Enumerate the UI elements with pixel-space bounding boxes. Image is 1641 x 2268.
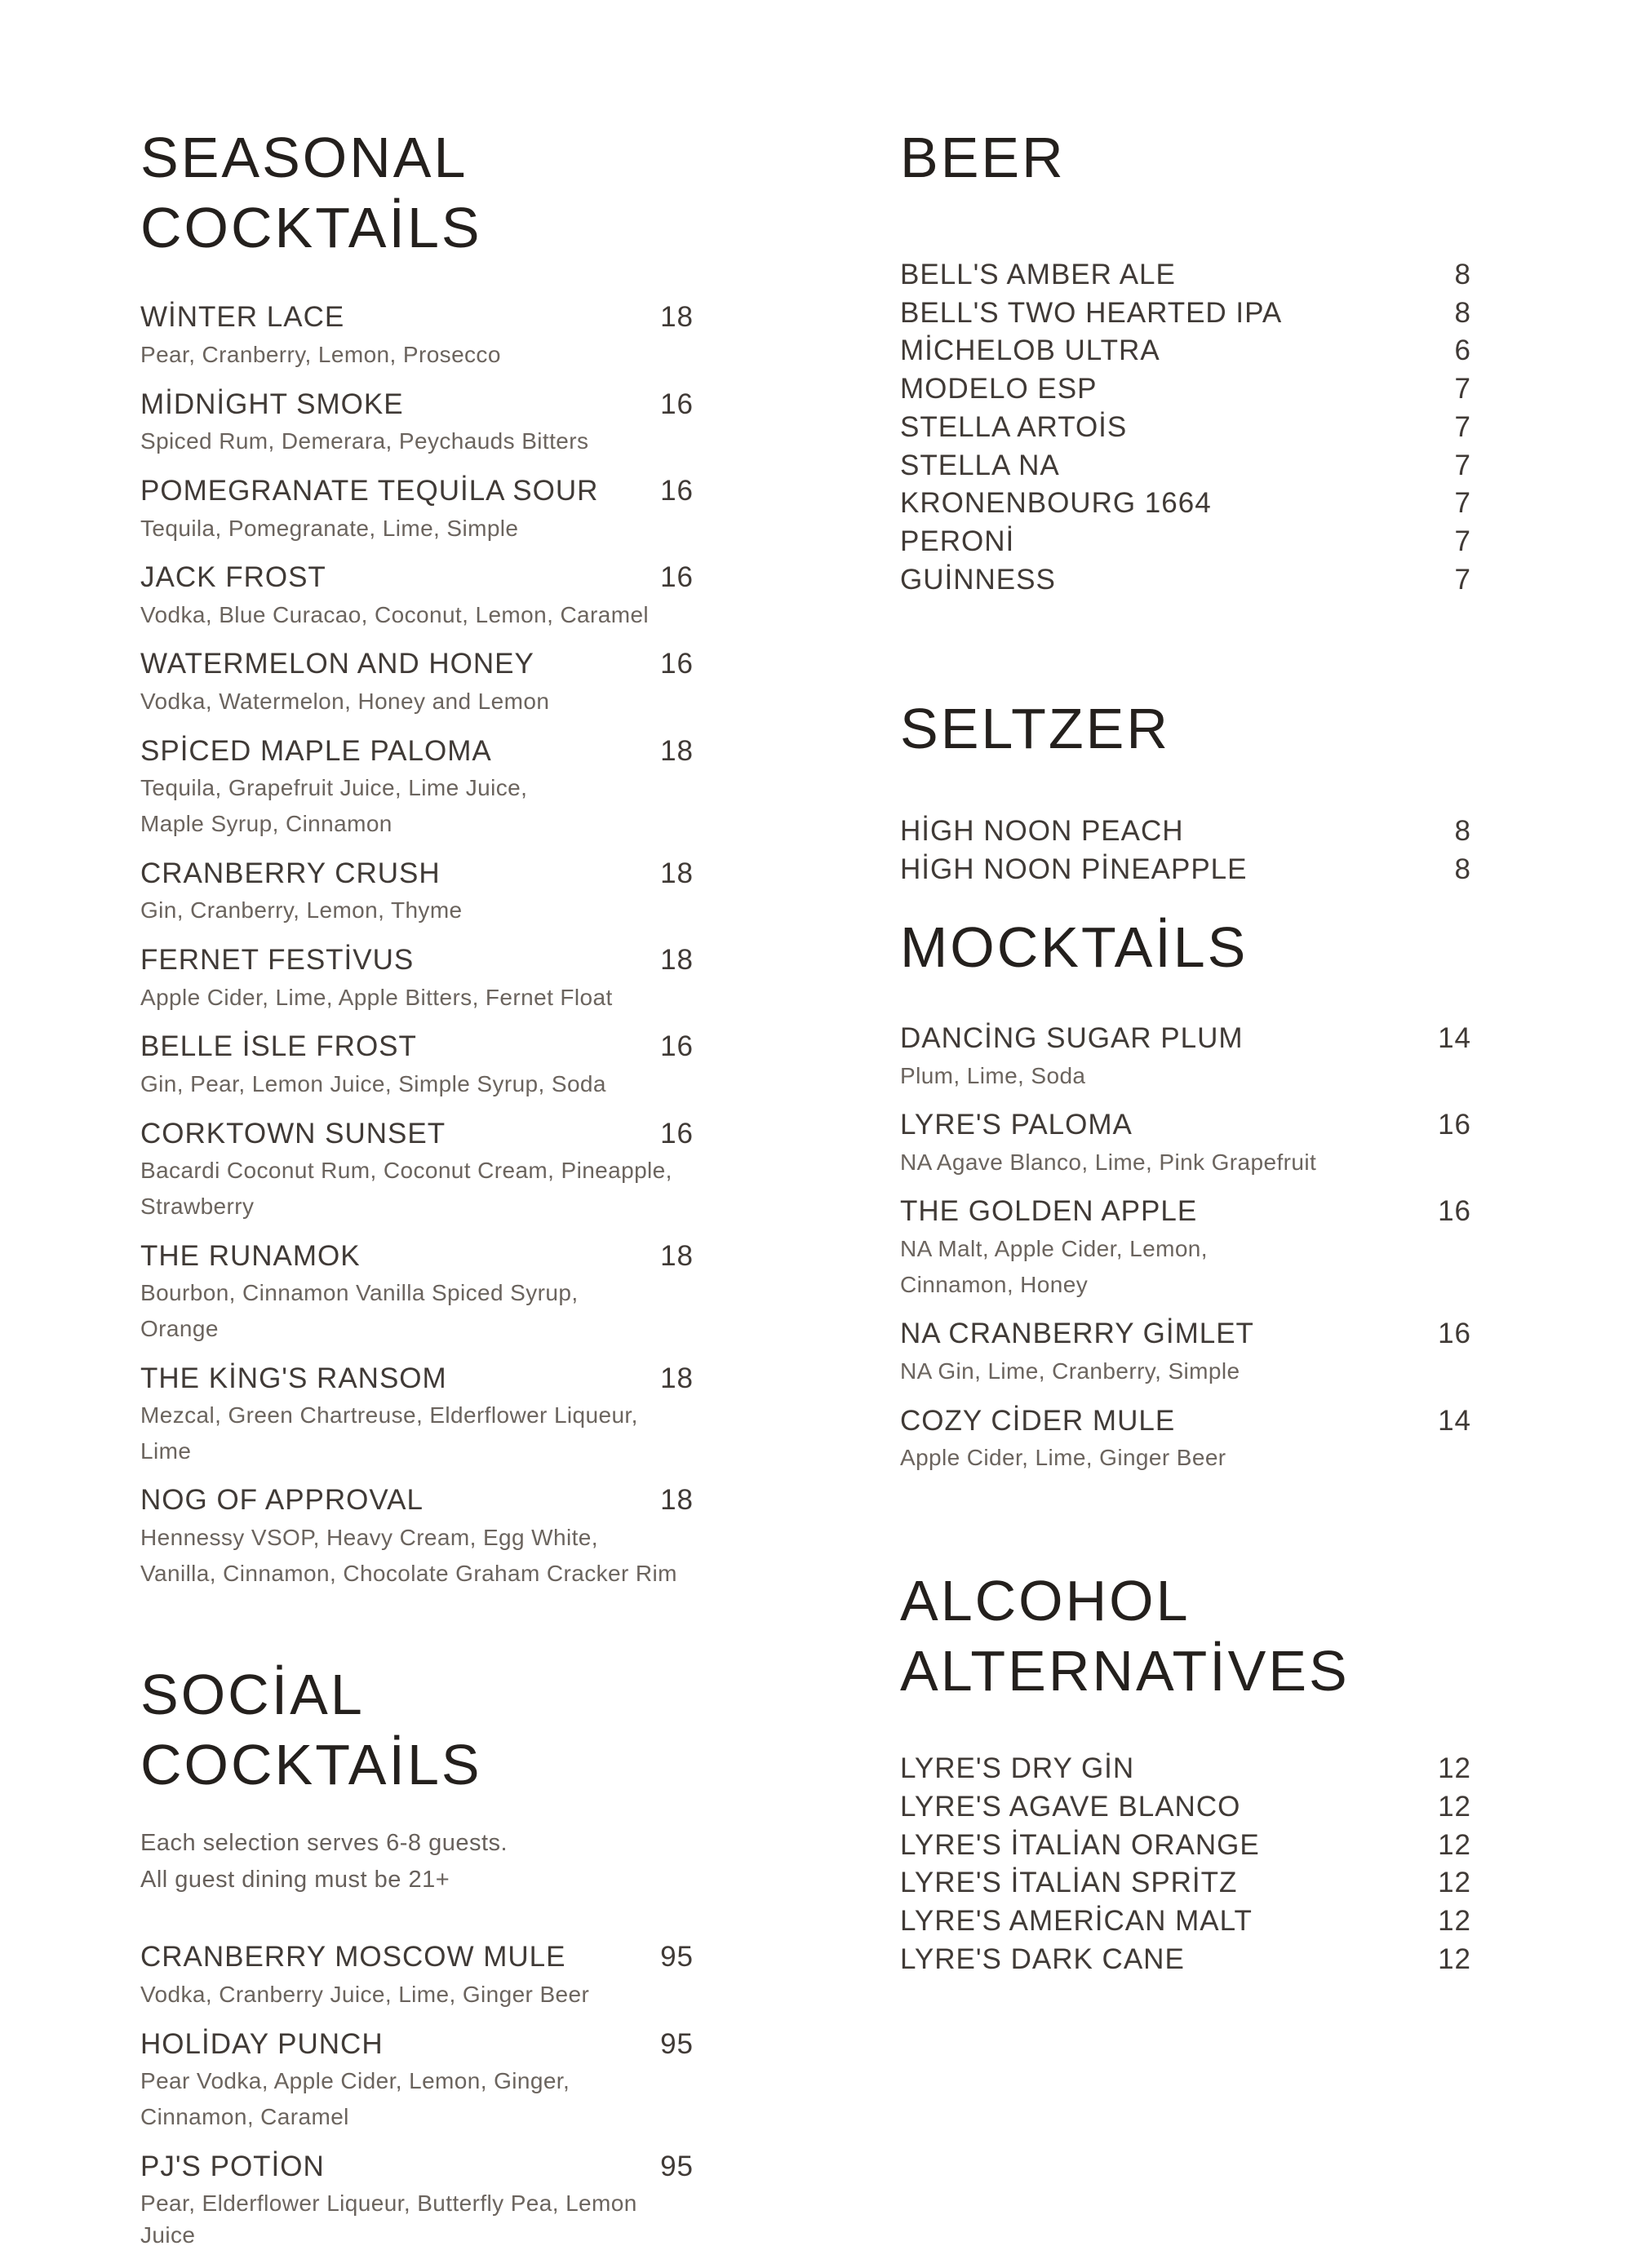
item-price: 8	[1454, 296, 1471, 329]
item-name: WİNTER LACE	[140, 301, 345, 334]
menu-item-head	[900, 410, 1471, 445]
item-name: DANCİNG SUGAR PLUM	[900, 1021, 1244, 1054]
item-price: 95	[660, 1941, 694, 1973]
item-description-line: Pear Vodka, Apple Cider, Lemon, Ginger,	[140, 2068, 570, 2094]
item-name: COZY CİDER MULE	[900, 1404, 1176, 1437]
item-price: 18	[660, 857, 694, 889]
item-description-line: Vodka, Cranberry Juice, Lime, Ginger Beer	[140, 1982, 590, 2008]
item-description-line: Gin, Cranberry, Lemon, Thyme	[140, 897, 463, 924]
section-title-line: MOCKTAİLS	[900, 915, 1248, 979]
item-price: 18	[660, 301, 694, 334]
item-description-line: Lime	[140, 1437, 192, 1464]
item-name: PJ'S POTİON	[140, 2150, 325, 2182]
item-price: 14	[1438, 1404, 1471, 1437]
section-note-line: All guest dining must be 21+	[140, 1866, 450, 1893]
section-title-line: COCKTAİLS	[140, 1733, 482, 1797]
section-title-line: ALTERNATİVES	[900, 1639, 1350, 1703]
item-price: 18	[660, 1484, 694, 1517]
item-name: CORKTOWN SUNSET	[140, 1117, 446, 1150]
menu-item-head	[900, 1828, 1471, 1863]
item-name: BELL'S AMBER ALE	[900, 259, 1176, 291]
item-description-line: NA Malt, Apple Cider, Lemon,	[900, 1236, 1208, 1262]
section-title-line: SELTZER	[900, 697, 1170, 761]
menu-item-head	[140, 943, 694, 978]
item-price: 7	[1454, 449, 1471, 481]
menu-item	[900, 449, 1471, 484]
section-title-line: COCKTAİLS	[140, 196, 482, 260]
menu-item-head	[900, 334, 1471, 369]
section-title-seasonal-cocktails	[140, 122, 694, 263]
item-description-line: Apple Cider, Lime, Ginger Beer	[900, 1445, 1226, 1471]
item-name: SPİCED MAPLE PALOMA	[140, 734, 492, 767]
item-price: 16	[660, 1030, 694, 1063]
item-description-line: Apple Cider, Lime, Apple Bitters, Fernet Float	[140, 984, 613, 1010]
item-description-line: Maple Syrup, Cinnamon	[140, 811, 393, 837]
item-name: WATERMELON AND HONEY	[140, 648, 534, 680]
item-name: BELLE İSLE FROST	[140, 1030, 417, 1063]
menu-item	[900, 563, 1471, 598]
menu-item-head	[900, 1752, 1471, 1787]
menu-item	[900, 853, 1471, 888]
item-description-line: Pear, Cranberry, Lemon, Prosecco	[140, 341, 501, 367]
menu-right-column	[900, 122, 1471, 1980]
section-notes	[140, 1825, 694, 1898]
item-description-line: Hennessy VSOP, Heavy Cream, Egg White,	[140, 1525, 598, 1551]
section-note-line: Each selection serves 6-8 guests.	[140, 1829, 508, 1856]
menu-item	[900, 410, 1471, 445]
menu-left-column	[140, 122, 694, 2268]
section-title-line: SOCİAL	[140, 1663, 365, 1727]
menu-item	[140, 1362, 694, 1468]
menu-item-head	[140, 857, 694, 892]
item-description-line: Strawberry	[140, 1193, 255, 1219]
menu-item-head	[900, 1866, 1471, 1901]
menu-item	[140, 474, 694, 544]
menu-item-head	[140, 2150, 694, 2185]
item-price: 8	[1454, 815, 1471, 848]
item-description-line: Spiced Rum, Demerara, Peychauds Bitters	[140, 428, 589, 454]
menu-item-head	[900, 486, 1471, 521]
menu-item	[900, 258, 1471, 293]
item-name: LYRE'S DARK CANE	[900, 1942, 1185, 1975]
menu-item	[900, 334, 1471, 369]
item-name: LYRE'S İTALİAN SPRİTZ	[900, 1867, 1238, 1899]
menu-item	[900, 1904, 1471, 1939]
menu-item-head	[900, 1904, 1471, 1939]
menu-item-head	[900, 1021, 1471, 1056]
item-name: PERONİ	[900, 525, 1015, 557]
menu-item-head	[140, 734, 694, 769]
item-price: 7	[1454, 373, 1471, 405]
menu-item-head	[900, 853, 1471, 888]
menu-item-head	[140, 300, 694, 335]
seasonal-cocktails-items	[140, 300, 694, 1589]
item-price: 12	[1438, 1904, 1471, 1937]
item-price: 16	[1438, 1318, 1471, 1350]
item-price: 18	[660, 734, 694, 767]
item-name: STELLA NA	[900, 449, 1060, 481]
beer-items	[900, 258, 1471, 597]
menu-item	[900, 525, 1471, 560]
social-cocktails-items	[140, 1940, 694, 2251]
item-name: CRANBERRY CRUSH	[140, 857, 441, 889]
menu-item	[900, 1108, 1471, 1178]
section-title-alcohol-alternatives	[900, 1566, 1471, 1706]
menu-item	[140, 1483, 694, 1589]
menu-item-head	[900, 1194, 1471, 1229]
menu-item-head	[900, 296, 1471, 331]
menu-item	[140, 2027, 694, 2133]
item-name: BELL'S TWO HEARTED IPA	[900, 296, 1283, 329]
item-description-line: Vodka, Blue Curacao, Coconut, Lemon, Caramel	[140, 601, 650, 627]
item-price: 7	[1454, 410, 1471, 443]
menu-item	[140, 734, 694, 840]
item-name: MİDNİGHT SMOKE	[140, 388, 404, 420]
menu-item	[140, 647, 694, 717]
menu-item	[900, 1752, 1471, 1787]
menu-item	[140, 300, 694, 370]
menu-item	[900, 1866, 1471, 1901]
item-price: 7	[1454, 487, 1471, 520]
menu-item	[140, 1239, 694, 1345]
menu-item	[140, 857, 694, 927]
item-price: 12	[1438, 1752, 1471, 1785]
menu-item	[900, 1404, 1471, 1474]
menu-item	[140, 388, 694, 458]
menu-item	[900, 1021, 1471, 1092]
item-price: 7	[1454, 563, 1471, 596]
section-title-mocktails	[900, 912, 1471, 982]
item-name: GUİNNESS	[900, 563, 1056, 596]
menu-item-head	[900, 449, 1471, 484]
item-name: NA CRANBERRY GİMLET	[900, 1318, 1254, 1350]
item-price: 14	[1438, 1021, 1471, 1054]
item-name: JACK FROST	[140, 561, 326, 594]
item-price: 16	[1438, 1109, 1471, 1141]
item-price: 16	[660, 388, 694, 420]
menu-item-head	[140, 560, 694, 596]
menu-item-head	[140, 1117, 694, 1152]
menu-item	[900, 814, 1471, 849]
item-name: FERNET FESTİVUS	[140, 944, 415, 976]
item-price: 12	[1438, 1790, 1471, 1823]
item-name: LYRE'S DRY GİN	[900, 1752, 1135, 1785]
menu-item-head	[140, 1940, 694, 1975]
menu-item-head	[140, 474, 694, 509]
menu-item	[900, 1317, 1471, 1387]
item-name: STELLA ARTOİS	[900, 410, 1128, 443]
item-name: LYRE'S İTALİAN ORANGE	[900, 1828, 1260, 1861]
item-price: 8	[1454, 853, 1471, 886]
menu-item-head	[140, 1239, 694, 1274]
item-price: 12	[1438, 1867, 1471, 1899]
item-description-line: Vodka, Watermelon, Honey and Lemon	[140, 689, 550, 715]
menu-item-head	[900, 814, 1471, 849]
section-title-seltzer	[900, 693, 1471, 764]
menu-item-head	[900, 1404, 1471, 1439]
menu-item-head	[900, 525, 1471, 560]
menu-item-head	[900, 372, 1471, 407]
item-price: 8	[1454, 259, 1471, 291]
menu-item-head	[900, 1317, 1471, 1352]
item-name: HİGH NOON PİNEAPPLE	[900, 853, 1248, 886]
item-description-line: Tequila, Grapefruit Juice, Lime Juice,	[140, 775, 528, 801]
section-social-cocktails	[140, 1659, 694, 2251]
section-mocktails	[900, 912, 1471, 1474]
item-name: HİGH NOON PEACH	[900, 815, 1184, 848]
item-name: LYRE'S AMERİCAN MALT	[900, 1904, 1253, 1937]
item-description-line: Vanilla, Cinnamon, Chocolate Graham Cracker Rim	[140, 1560, 677, 1586]
item-name: NOG OF APPROVAL	[140, 1484, 424, 1517]
item-price: 16	[660, 561, 694, 594]
section-title-social-cocktails	[140, 1659, 694, 1800]
item-price: 12	[1438, 1942, 1471, 1975]
menu-item	[900, 296, 1471, 331]
menu-item	[140, 943, 694, 1013]
item-name: THE GOLDEN APPLE	[900, 1195, 1198, 1228]
menu-item	[900, 1828, 1471, 1863]
menu-item-head	[140, 647, 694, 682]
item-name: THE RUNAMOK	[140, 1239, 361, 1272]
item-description-line: Cinnamon, Caramel	[140, 2104, 349, 2130]
alcohol-alternatives-items	[900, 1752, 1471, 1977]
menu-item	[140, 560, 694, 631]
menu-item	[900, 1942, 1471, 1978]
section-beer	[900, 122, 1471, 597]
item-price: 95	[660, 2150, 694, 2182]
item-price: 18	[660, 1239, 694, 1272]
item-description-line: Mezcal, Green Chartreuse, Elderflower Liqueur,	[140, 1402, 638, 1429]
menu-item	[140, 1117, 694, 1223]
menu-item	[900, 486, 1471, 521]
menu-item-head	[900, 1790, 1471, 1825]
item-description-line: Tequila, Pomegranate, Lime, Simple	[140, 515, 519, 541]
section-alcohol-alternatives	[900, 1566, 1471, 1977]
item-price: 18	[660, 1362, 694, 1394]
item-name: LYRE'S AGAVE BLANCO	[900, 1790, 1241, 1823]
item-name: THE KİNG'S RANSOM	[140, 1362, 447, 1394]
item-description-line: Gin, Pear, Lemon Juice, Simple Syrup, Soda	[140, 1071, 606, 1096]
item-price: 18	[660, 944, 694, 976]
item-price: 16	[1438, 1195, 1471, 1228]
item-description-line: NA Gin, Lime, Cranberry, Simple	[900, 1358, 1240, 1384]
section-title-line: BEER	[900, 126, 1066, 189]
item-price: 16	[660, 648, 694, 680]
item-name: CRANBERRY MOSCOW MULE	[140, 1941, 566, 1973]
menu-item	[140, 1940, 694, 2010]
section-title-line: SEASONAL	[140, 126, 468, 189]
item-name: LYRE'S PALOMA	[900, 1109, 1133, 1141]
menu-item	[900, 1194, 1471, 1300]
menu-item-head	[140, 1483, 694, 1518]
menu-item-head	[140, 2027, 694, 2062]
menu-item-head	[900, 563, 1471, 598]
item-name: KRONENBOURG 1664	[900, 487, 1212, 520]
item-price: 6	[1454, 334, 1471, 367]
section-seltzer	[900, 693, 1471, 887]
menu-item-head	[900, 1942, 1471, 1978]
item-name: MODELO ESP	[900, 373, 1098, 405]
item-price: 12	[1438, 1828, 1471, 1861]
section-title-beer	[900, 122, 1471, 193]
menu-item-head	[900, 258, 1471, 293]
section-seasonal-cocktails	[140, 122, 694, 1589]
item-description-line: Orange	[140, 1315, 219, 1341]
item-description-line: Bourbon, Cinnamon Vanilla Spiced Syrup,	[140, 1280, 579, 1306]
item-description-line: NA Agave Blanco, Lime, Pink Grapefruit	[900, 1149, 1317, 1175]
item-price: 16	[660, 474, 694, 507]
menu-item-head	[140, 388, 694, 423]
item-price: 16	[660, 1117, 694, 1150]
menu-item-head	[140, 1030, 694, 1065]
menu-item	[900, 1790, 1471, 1825]
item-name: POMEGRANATE TEQUİLA SOUR	[140, 474, 599, 507]
item-name: HOLİDAY PUNCH	[140, 2027, 384, 2060]
item-price: 7	[1454, 525, 1471, 557]
item-name: MİCHELOB ULTRA	[900, 334, 1160, 367]
mocktails-items	[900, 1021, 1471, 1474]
item-price: 95	[660, 2027, 694, 2060]
item-description-line: Cinnamon, Honey	[900, 1271, 1089, 1297]
item-description-line: Plum, Lime, Soda	[900, 1062, 1086, 1088]
menu-item	[900, 372, 1471, 407]
item-description-line: Pear, Elderflower Liqueur, Butterfly Pea, Lemon Juice	[140, 2190, 637, 2248]
seltzer-items	[900, 814, 1471, 887]
section-title-line: ALCOHOL	[900, 1569, 1191, 1633]
menu-item-head	[900, 1108, 1471, 1143]
menu-item	[140, 1030, 694, 1100]
menu-item-head	[140, 1362, 694, 1397]
item-description-line: Bacardi Coconut Rum, Coconut Cream, Pineapple,	[140, 1158, 672, 1184]
menu-item	[140, 2150, 694, 2252]
